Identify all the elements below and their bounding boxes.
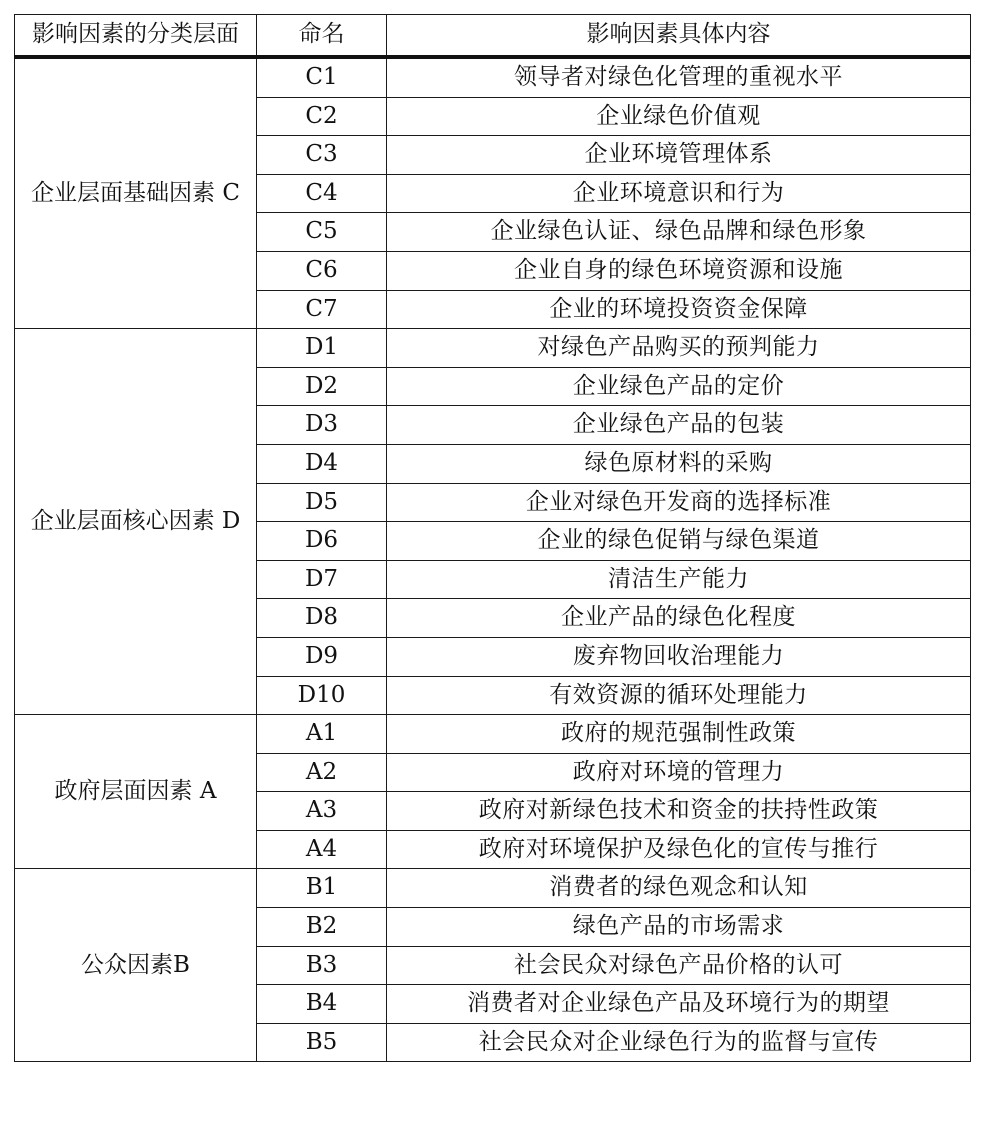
content-text: 政府对新绿色技术和资金的扶持性政策: [478, 797, 879, 824]
content-cell: [387, 483, 971, 522]
content-cell: [387, 444, 971, 483]
table-row: [15, 57, 971, 97]
code-cell: A4: [257, 830, 387, 869]
code-cell: D5: [257, 483, 387, 522]
code-cell: D9: [257, 637, 387, 676]
content-text: 企业绿色价值观: [596, 102, 761, 129]
code-cell: C3: [257, 136, 387, 175]
code-cell: D4: [257, 444, 387, 483]
content-cell: [387, 560, 971, 599]
category-cell: 政府层面因素 A: [15, 715, 257, 869]
content-text: 企业的绿色促销与绿色渠道: [537, 527, 820, 554]
content-text: 废弃物回收治理能力: [572, 642, 785, 669]
category-cell: 企业层面核心因素 D: [15, 329, 257, 715]
content-text: 绿色原材料的采购: [584, 449, 773, 476]
table-body: [15, 57, 971, 1062]
content-cell: [387, 985, 971, 1024]
content-text: 政府对环境保护及绿色化的宣传与推行: [478, 835, 879, 862]
content-cell: [387, 830, 971, 869]
content-text: 企业对绿色开发商的选择标准: [525, 488, 832, 515]
code-cell: C7: [257, 290, 387, 329]
content-text: 企业绿色产品的包装: [572, 411, 785, 438]
content-cell: [387, 290, 971, 329]
code-cell: C6: [257, 251, 387, 290]
content-cell: [387, 869, 971, 908]
code-cell: B4: [257, 985, 387, 1024]
category-cell: 企业层面基础因素 C: [15, 57, 257, 329]
code-cell: D1: [257, 329, 387, 368]
content-text: 企业绿色认证、绿色品牌和绿色形象: [490, 218, 867, 245]
header-row: [15, 15, 971, 58]
table-row: [15, 715, 971, 754]
content-text: 社会民众对绿色产品价格的认可: [514, 951, 843, 978]
content-cell: [387, 792, 971, 831]
content-cell: [387, 97, 971, 136]
content-cell: [387, 329, 971, 368]
code-cell: A3: [257, 792, 387, 831]
content-cell: [387, 174, 971, 213]
content-text: 企业环境意识和行为: [572, 179, 785, 206]
content-cell: [387, 753, 971, 792]
content-cell: [387, 251, 971, 290]
content-text: 政府的规范强制性政策: [561, 720, 796, 747]
content-cell: [387, 57, 971, 97]
content-text: 领导者对绿色化管理的重视水平: [514, 64, 843, 90]
code-cell: D7: [257, 560, 387, 599]
content-text: 消费者对企业绿色产品及环境行为的期望: [467, 990, 890, 1017]
content-text: 社会民众对企业绿色行为的监督与宣传: [478, 1028, 879, 1055]
content-text: 清洁生产能力: [608, 565, 749, 592]
content-text: 企业环境管理体系: [584, 141, 773, 168]
header-category: 影响因素的分类层面: [15, 15, 257, 58]
content-cell: [387, 637, 971, 676]
table-row: [15, 869, 971, 908]
content-text: 有效资源的循环处理能力: [549, 681, 808, 708]
code-cell: C5: [257, 213, 387, 252]
content-text: 企业产品的绿色化程度: [561, 604, 796, 631]
content-text: 企业绿色产品的定价: [572, 372, 785, 399]
code-cell: D3: [257, 406, 387, 445]
content-text: 绿色产品的市场需求: [572, 913, 785, 940]
content-text: 企业的环境投资资金保障: [549, 295, 808, 322]
content-cell: [387, 367, 971, 406]
code-cell: D2: [257, 367, 387, 406]
code-cell: A1: [257, 715, 387, 754]
code-cell: C1: [257, 57, 387, 97]
content-text: 政府对环境的管理力: [572, 758, 785, 785]
content-text: 消费者的绿色观念和认知: [549, 874, 808, 901]
code-cell: B5: [257, 1023, 387, 1062]
content-cell: [387, 676, 971, 715]
content-cell: [387, 599, 971, 638]
content-cell: [387, 1023, 971, 1062]
code-cell: C2: [257, 97, 387, 136]
category-cell: 公众因素B: [15, 869, 257, 1062]
code-cell: B2: [257, 908, 387, 947]
content-cell: [387, 908, 971, 947]
content-cell: [387, 406, 971, 445]
content-cell: [387, 946, 971, 985]
code-cell: D8: [257, 599, 387, 638]
content-cell: [387, 715, 971, 754]
content-text: 企业自身的绿色环境资源和设施: [514, 256, 843, 283]
content-cell: [387, 213, 971, 252]
factor-table: [14, 14, 971, 1062]
header-content: 影响因素具体内容: [387, 15, 971, 58]
content-cell: [387, 136, 971, 175]
content-cell: [387, 522, 971, 561]
header-code: 命名: [257, 15, 387, 58]
code-cell: D6: [257, 522, 387, 561]
code-cell: B1: [257, 869, 387, 908]
code-cell: D10: [257, 676, 387, 715]
table-row: [15, 329, 971, 368]
code-cell: B3: [257, 946, 387, 985]
code-cell: A2: [257, 753, 387, 792]
content-text: 对绿色产品购买的预判能力: [537, 334, 820, 361]
code-cell: C4: [257, 174, 387, 213]
